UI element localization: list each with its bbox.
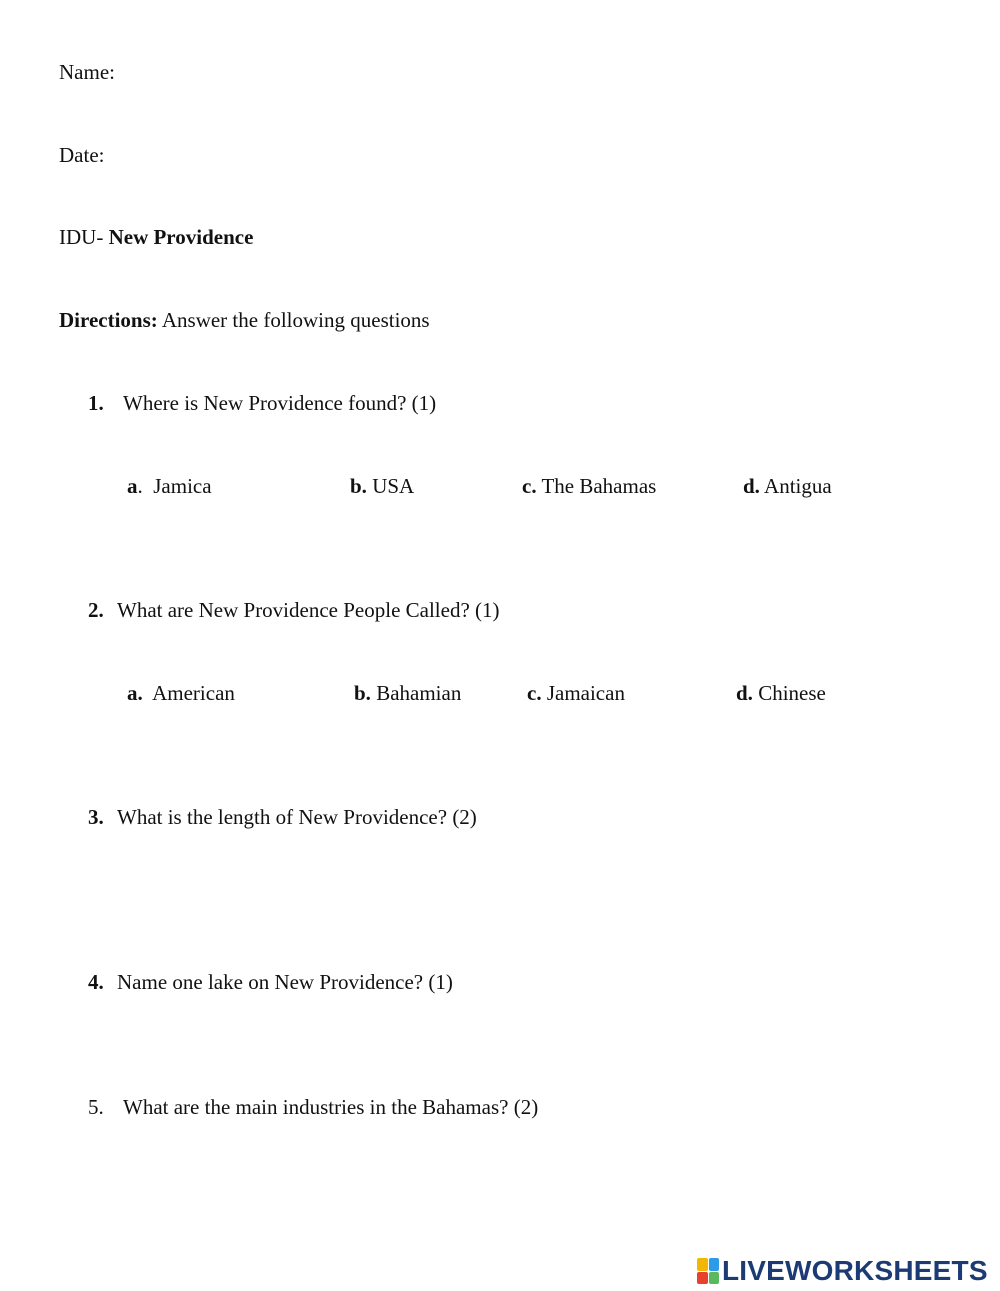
option-1c[interactable] bbox=[522, 476, 656, 497]
option-letter: d. bbox=[736, 681, 753, 705]
question-text: What is the length of New Providence? (2) bbox=[117, 805, 477, 829]
liveworksheets-logo bbox=[697, 1257, 988, 1285]
question-text: What are New Providence People Called? (1) bbox=[117, 598, 500, 622]
logo-tile bbox=[697, 1272, 708, 1285]
directions bbox=[59, 310, 430, 331]
option-1a[interactable] bbox=[127, 476, 212, 497]
option-letter: a. bbox=[127, 681, 143, 705]
option-1d[interactable] bbox=[743, 476, 832, 497]
logo-tile bbox=[709, 1258, 720, 1271]
question-text: What are the main industries in the Bahamas? (2) bbox=[123, 1095, 539, 1119]
directions-label: Directions: bbox=[59, 308, 158, 332]
logo-tile bbox=[709, 1272, 720, 1285]
name-label: Name: bbox=[59, 60, 115, 84]
liveworksheets-logo-icon bbox=[697, 1258, 719, 1284]
option-letter: a bbox=[127, 474, 138, 498]
option-separator bbox=[143, 681, 152, 705]
option-text: American bbox=[152, 681, 235, 705]
option-2a[interactable] bbox=[127, 683, 235, 704]
question-number: 1. bbox=[88, 391, 104, 415]
question-text: Where is New Providence found? (1) bbox=[123, 391, 437, 415]
date-label: Date: bbox=[59, 143, 105, 167]
option-text: Chinese bbox=[758, 681, 826, 705]
option-text: The Bahamas bbox=[541, 474, 657, 498]
option-2b[interactable] bbox=[354, 683, 461, 704]
logo-text: LIVEWORKSHEETS bbox=[722, 1255, 988, 1286]
option-letter: b. bbox=[354, 681, 371, 705]
question-text: Name one lake on New Providence? (1) bbox=[117, 970, 453, 994]
logo-tile bbox=[697, 1258, 708, 1271]
option-2c[interactable] bbox=[527, 683, 625, 704]
idu-prefix: IDU- bbox=[59, 225, 109, 249]
option-text: Jamica bbox=[153, 474, 212, 498]
question-number: 3. bbox=[88, 805, 104, 829]
question-number: 4. bbox=[88, 970, 104, 994]
option-separator: . bbox=[137, 474, 154, 498]
option-letter: b. bbox=[350, 474, 367, 498]
option-letter: d. bbox=[743, 474, 760, 498]
worksheet-title bbox=[59, 227, 253, 248]
option-letter: c. bbox=[522, 474, 537, 498]
option-1b[interactable] bbox=[350, 476, 414, 497]
option-text: USA bbox=[372, 474, 415, 498]
option-letter: c. bbox=[527, 681, 542, 705]
option-text: Bahamian bbox=[376, 681, 462, 705]
idu-title: New Providence bbox=[108, 225, 254, 249]
option-text: Jamaican bbox=[546, 681, 625, 705]
option-2d[interactable] bbox=[736, 683, 826, 704]
question-number: 5. bbox=[88, 1095, 104, 1119]
option-text: Antigua bbox=[764, 474, 832, 498]
question-number: 2. bbox=[88, 598, 104, 622]
directions-text: Answer the following questions bbox=[157, 308, 430, 332]
